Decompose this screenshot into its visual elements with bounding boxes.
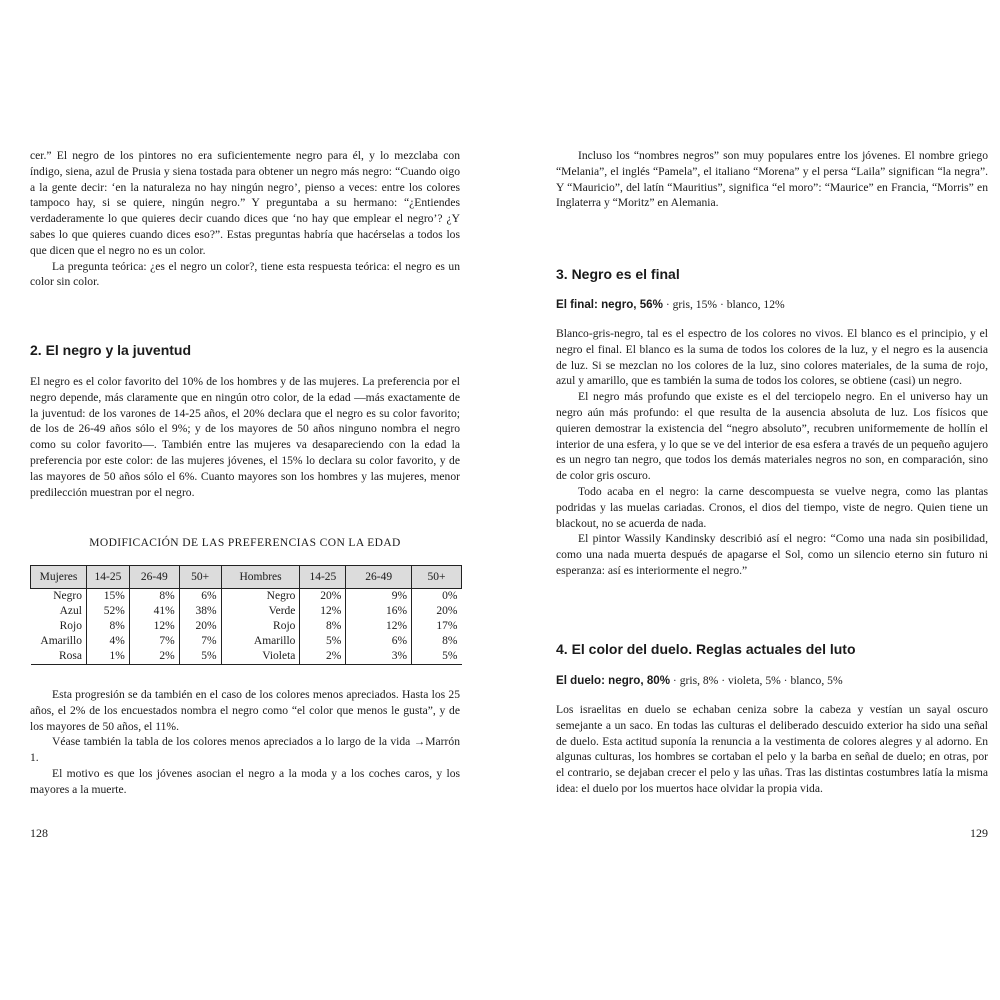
preferences-by-age-table (30, 565, 462, 665)
column-header: 26-49 (129, 566, 179, 589)
table-cell: 12% (300, 604, 346, 619)
table-caption-text: MODIFICACIÓN DE LAS PREFERENCIAS CON LA EDAD (89, 537, 401, 549)
table-cell: 4% (86, 634, 129, 649)
section-3-heading: 3. Negro es el final (556, 266, 680, 282)
table-cell: 8% (129, 589, 179, 605)
table-cell: 9% (346, 589, 412, 605)
table-row (31, 589, 462, 605)
column-header: 26-49 (346, 566, 412, 589)
paragraph: Todo acaba en el negro: la carne descompuesta se vuelve negra, como las plantas podridas y las muelas cariadas. Cronos, el dios del tiempo, viste de negro. Quien tiene un blackout, no se acuerda de nada. (556, 484, 988, 530)
column-header: 14-25 (300, 566, 346, 589)
section-3-text (556, 326, 988, 579)
table-header-row (31, 566, 462, 589)
lead-rest: · gris, 15% · blanco, 12% (662, 298, 785, 311)
table-cell: 5% (300, 634, 346, 649)
table-cell: 6% (179, 589, 221, 605)
table-cell: Rosa (31, 649, 87, 665)
section-4-text (556, 702, 988, 797)
column-header: 50+ (179, 566, 221, 589)
table-cell: 20% (300, 589, 346, 605)
table-cell: 41% (129, 604, 179, 619)
table-cell: Verde (221, 604, 300, 619)
section-4-lead (556, 673, 988, 689)
paragraph: La pregunta teórica: ¿es el negro un color?, tiene esta respuesta teórica: el negro es un color sin color. (30, 259, 460, 289)
table-cell: 12% (346, 619, 412, 634)
table-cell: Negro (53, 590, 82, 602)
right-intro-text (556, 148, 988, 211)
table-cell: 20% (179, 619, 221, 634)
table-cell: 7% (129, 634, 179, 649)
table-cell: Amarillo (40, 635, 82, 647)
section-4-heading: 4. El color del duelo. Reglas actuales del luto (556, 641, 856, 657)
table-row (31, 619, 462, 634)
table-cell: 7% (179, 634, 221, 649)
paragraph: Véase también la tabla de los colores menos apreciados a lo largo de la vida →Marrón 1. (30, 735, 460, 765)
table-cell: 5% (179, 649, 221, 665)
table-cell: 38% (179, 604, 221, 619)
preferences-table-wrap (30, 565, 460, 665)
page-number-right: 129 (970, 826, 988, 840)
section-3-lead (556, 297, 988, 313)
paragraph: El pintor Wassily Kandinsky describió así el negro: “Como una nada sin posibilidad, como una nada muerta después de apagarse el Sol, como un silencio eterno sin futuro ni esperanza: así es interiormente el negro.” (556, 532, 988, 577)
paragraph: Blanco-gris-negro, tal es el espectro de los colores no vivos. El blanco es el principio, y el negro el final. El blanco es la suma de todos los colores de la luz, y el negro es la ausencia de luz. Si se mezclan no los colores de la luz, sino colores materiales, de la suma de rojo, azul y amarillo, que es también la suma de todos los colores, se obtiene (casi) un negro. (556, 327, 988, 388)
table-cell: 12% (129, 619, 179, 634)
table-cell: 5% (412, 649, 462, 665)
paragraph: El negro es el color favorito del 10% de los hombres y de las mujeres. La preferencia por el negro depende, más claramente que en ningún otro color, de la edad —más exactamente de la juventud: de los varones de 14-25 años, el 20% declara que el negro es su color favorito; de los de 26-49 años sólo el 9%; y de los mayores de 50 años ninguno nombra el negro como su color favorito—. También entre las mujeres va desapareciendo con la edad la preferencia por este color: de las mujeres jóvenes, el 15% lo declara su color favorito, y de las mayores de 50 años sólo el 6%. Cuanto mayores son los hombres y las mujeres, menor predilección muestran por el negro. (30, 375, 460, 499)
table-cell: 1% (86, 649, 129, 665)
paragraph: El motivo es que los jóvenes asocian el negro a la moda y a los coches caros, y los mayores a la muerte. (30, 766, 460, 796)
table-cell: 8% (86, 619, 129, 634)
table-cell: Azul (59, 605, 82, 617)
table-cell: 17% (412, 619, 462, 634)
table-cell: 0% (412, 589, 462, 605)
lead-bold: El final: negro, 56% (556, 298, 663, 311)
table-cell: 8% (412, 634, 462, 649)
table-cell: 3% (346, 649, 412, 665)
table-cell: 2% (300, 649, 346, 665)
paragraph: Los israelitas en duelo se echaban ceniza sobre la cabeza y vestían un sayal oscuro semejante a un saco. En todas las culturas el deliberado descuido exterior ha sido una señal de duelo. Esta actitud suponía la renuncia a la vestimenta de colores alegres y al adorno. En algunas culturas, los hombres se cortaban el pelo y la barba en señal de duelo; en otras, por el contrario, se dejaban crecer el pelo y las uñas. Tras las distintas costumbres latía la misma idea: el duelo por los muertos hace olvidar la propia vida. (556, 703, 988, 795)
table-cell: Rojo (59, 620, 82, 632)
table-cell: 2% (129, 649, 179, 665)
table-cell: 8% (300, 619, 346, 634)
column-header: Mujeres (31, 566, 87, 589)
table-cell: 15% (86, 589, 129, 605)
table-cell: Amarillo (221, 634, 300, 649)
column-header: Hombres (221, 566, 300, 589)
table-row (31, 604, 462, 619)
lead-bold: El duelo: negro, 80% (556, 674, 671, 687)
paragraph: Esta progresión se da también en el caso de los colores menos apreciados. Hasta los 25 años, el 2% de los encuestados nombra el negro como “el color que menos le gusta”, y de los mayores de 50 años, el 11%. (30, 688, 460, 733)
left-intro-text (30, 148, 460, 290)
table-cell: Rojo (221, 619, 300, 634)
table-cell: 6% (346, 634, 412, 649)
table-cell: Negro (221, 589, 300, 605)
column-header: 50+ (412, 566, 462, 589)
table-cell: 52% (86, 604, 129, 619)
paragraph: El negro más profundo que existe es el del terciopelo negro. En el universo hay un negro aún más profundo: el que resulta de la ausencia absoluta de luz. Los físicos que quieren demostrar la existencia del “negro absoluto”, recubren uniformemente de hollín el interior de una esfera, y lo que se ve del interior de esa esfera a través de un pequeño agujero es un negro tan negro, que todos los demás materiales negros no son, en comparación, sino de color gris oscuro. (556, 390, 988, 483)
column-header: 14-25 (86, 566, 129, 589)
page-number-left: 128 (30, 826, 48, 840)
left-closing-text (30, 687, 460, 798)
lead-rest: · gris, 8% · violeta, 5% · blanco, 5% (670, 674, 843, 687)
table-caption (30, 537, 460, 549)
paragraph: Incluso los “nombres negros” son muy populares entre los jóvenes. El nombre griego “Melania”, el inglés “Pamela”, el italiano “Morena” y el persa “Laila” significan “la negra”. Y “Mauricio”, del latín “Mauritius”, significa “el moro”: “Maurice” en Francia, “Morris” en Inglaterra y “Moritz” en Alemania. (556, 149, 988, 210)
paragraph: cer.” El negro de los pintores no era suficientemente negro para él, y lo mezclaba con índigo, siena, azul de Prusia y siena tostada para obtener un negro más negro: “Cuando oigo a la gente decir: ‘en la naturaleza no hay ningún negro’, pienso a veces: entre los colores tampoco hay, si se quiere, ningún negro.” Y preguntaba a su hermano: “¿Entiendes verdaderamente lo que quieres decir cuando dices que ‘no hay que emplear el negro’? ¿Y sabes lo que quieres cuando dices eso?”. Estas preguntas habría que hacérselas a todos los que dicen que el negro no es un color. (30, 149, 460, 257)
table-cell: Violeta (221, 649, 300, 665)
section-2-text (30, 374, 460, 500)
table-cell: 20% (412, 604, 462, 619)
table-row (31, 649, 462, 665)
table-row (31, 634, 462, 649)
section-2-heading: 2. El negro y la juventud (30, 342, 192, 358)
table-cell: 16% (346, 604, 412, 619)
